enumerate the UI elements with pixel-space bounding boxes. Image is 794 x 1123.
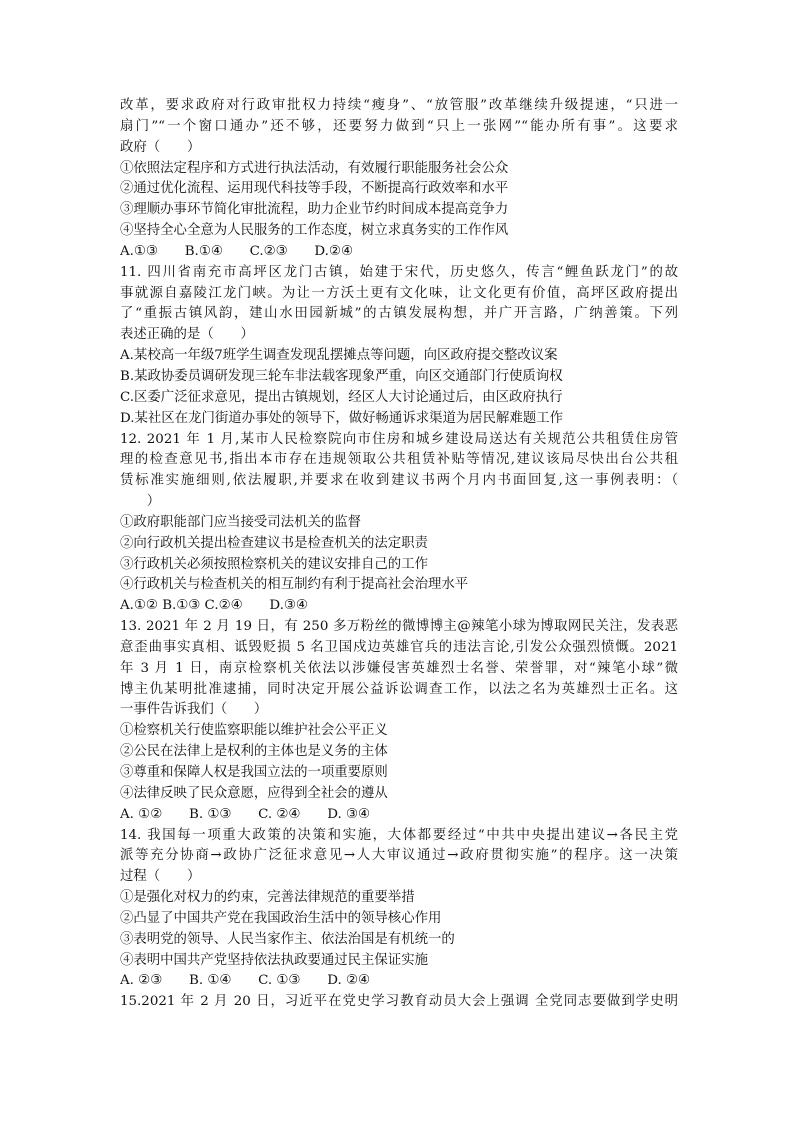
answer-choices: A.①② B.①③ C.②④ D.③④	[120, 598, 308, 614]
text-line: 改革，要求政府对行政审批权力持续“瘦身”、“放管服”改革继续升级提速，“只进一	[120, 98, 678, 113]
option-line: ④行政机关与检查机关的相互制约有利于提高社会治理水平	[120, 577, 469, 593]
text-line: 了“重振古镇风韵，建山水田园新城”的古镇发展构想，并广开言路，广纳善策。下列	[120, 306, 678, 322]
text-line: ）	[120, 494, 161, 510]
option-line: ②凸显了中国共产党在我国政治生活中的领导核心作用	[120, 910, 442, 926]
text-line: 理的检查意见书,指出本市存在违规领取公共租赁补贴等情况,建议该局尽快出台公共租	[120, 452, 678, 468]
text-line: 政府（ ）	[120, 139, 201, 155]
question-14-text: 14. 我国每一项重大政策的决策和实施，大体都要经过“中共中央提出建议→各民主党	[120, 827, 678, 843]
text-line: 博主仇某明批准逮捕，同时决定开展公益诉讼调查工作，以法之名为英雄烈士正名。这	[120, 681, 678, 697]
text-line: 事就源自嘉陵江龙门峡。为让一方沃土更有文化味，让文化更有价值，高坪区政府提出	[120, 285, 678, 301]
question-11-text: 11. 四川省南充市高坪区龙门古镇，始建于宋代，历史悠久，传言“鲤鱼跃龙门”的故	[120, 264, 678, 280]
text-line: 过程（ ）	[120, 869, 201, 885]
option-line: B.某政协委员调研发现三轮车非法载客现象严重，向区交通部门行使质询权	[120, 368, 563, 384]
option-line: ①依照法定程序和方式进行执法活动，有效履行职能服务社会公众	[120, 160, 509, 176]
option-line: ③表明党的领导、人民当家作主、依法治国是有机统一的	[120, 931, 455, 947]
option-line: ③尊重和保障人权是我国立法的一项重要原则	[120, 765, 388, 780]
option-line: ④表明中国共产党坚持依法执政要通过民主保证实施	[120, 952, 428, 968]
option-line: A.某校高一年级7班学生调查发现乱摆摊点等问题，向区政府提交整改议案	[120, 348, 558, 364]
text-line: 年 3 月 1 日，南京检察机关依法以涉嫌侵害英雄烈士名誉、荣誉罪，对“辣笔小球”微	[120, 660, 678, 676]
option-line: C.区委广泛征求意见，提出古镇规划，经区人大讨论通过后，由区政府执行	[120, 389, 563, 405]
text-line: 一事件告诉我们（ ）	[120, 702, 268, 718]
text-line: 派等充分协商→政协广泛征求意见→人大审议通过→政府贯彻实施”的程序。这一决策	[120, 848, 678, 864]
text-line: 赁标准实施细则,依法履职,并要求在收到建议书两个月内书面回复,这一事例表明：（	[120, 473, 678, 489]
answer-choices: A. ①② B. ①③ C. ②④ D. ③④	[120, 806, 370, 822]
answer-choices: A.①③ B.①④ C.②③ D.②④	[120, 243, 353, 259]
question-13-text: 13. 2021 年 2 月 19 日，有 250 多万粉丝的微博博主@辣笔小球为博取网民关注，发表恶	[120, 619, 678, 635]
text-line: 扇门”“一个窗口通办”还不够，还要努力做到“只上一张网”“能办所有事”。这要求	[120, 118, 678, 134]
option-line: ①检察机关行使监察职能以维护社会公平正义	[120, 723, 388, 739]
option-line: ④法律反映了民众意愿，应得到全社会的遵从	[120, 785, 388, 801]
option-line: ①是强化对权力的约束，完善法律规范的重要举措	[120, 890, 415, 906]
question-15-text: 15.2021 年 2 月 20 日，习近平在党史学习教育动员大会上强调 全党同志要做到学史明	[120, 994, 678, 1010]
option-line: ③行政机关必须按照检察机关的建议安排自己的工作	[120, 556, 428, 572]
text-line: 意歪曲事实真相、诋毁贬损 5 名卫国戍边英雄官兵的违法言论,引发公众强烈愤慨。2021	[120, 639, 678, 655]
option-line: ②公民在法律上是权利的主体也是义务的主体	[120, 744, 388, 760]
option-line: ④坚持全心全意为人民服务的工作态度，树立求真务实的工作作风	[120, 223, 509, 239]
option-line: ③理顺办事环节简化审批流程，助力企业节约时间成本提高竞争力	[120, 202, 509, 218]
option-line: D.某社区在龙门街道办事处的领导下，做好畅通诉求渠道为居民解难题工作	[120, 410, 564, 426]
question-12-text: 12. 2021 年 1 月,某市人民检察院向市住房和城乡建设局送达有关规范公共租赁住房管	[120, 431, 678, 447]
text-line: 表述正确的是（ ）	[120, 327, 254, 343]
answer-choices: A. ②③ B. ①④ C. ①③ D. ②④	[120, 973, 370, 989]
option-line: ①政府职能部门应当接受司法机关的监督	[120, 514, 362, 530]
question-text-block	[120, 96, 678, 1013]
option-line: ②通过优化流程、运用现代科技等手段，不断提高行政效率和水平	[120, 181, 509, 197]
option-line: ②向行政机关提出检查建议书是检查机关的法定职责	[120, 535, 428, 551]
